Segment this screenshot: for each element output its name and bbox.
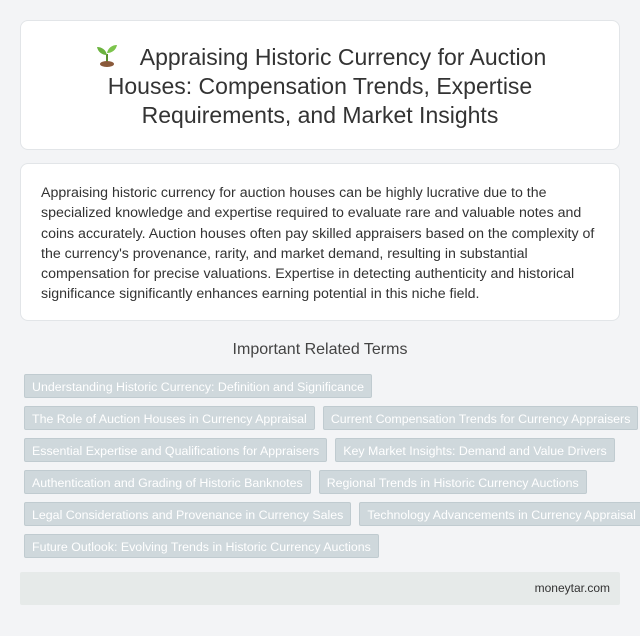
related-term-tag[interactable]: Legal Considerations and Provenance in Currency Sales [24, 502, 351, 526]
related-terms-list [24, 374, 636, 566]
related-term-tag[interactable]: Technology Advancements in Currency Appraisal [359, 502, 640, 526]
related-term-tag[interactable]: Authentication and Grading of Historic Banknotes [24, 470, 311, 494]
description-text: Appraising historic currency for auction houses can be highly lucrative due to the specialized knowledge and expertise required to evaluate rare and valuable notes and coins accurately. Auction houses often pay skilled appraisers based on the complexity of the currency's provenance, rarity, and market demand, resulting in substantial compensation for precise valuations. Expertise in detecting authenticity and historical significance significantly enhances earning potential in this niche field. [41, 185, 595, 303]
sprout-icon [94, 43, 120, 67]
page-title [51, 43, 589, 130]
footer-site-link[interactable]: moneytar.com [534, 581, 610, 595]
footer [20, 572, 620, 605]
related-term-tag[interactable]: Understanding Historic Currency: Definition and Significance [24, 374, 372, 398]
related-term-tag[interactable]: The Role of Auction Houses in Currency Appraisal [24, 406, 315, 430]
page-title-text: Appraising Historic Currency for Auction Houses: Compensation Trends, Expertise Requirements, and Market Insights [107, 44, 547, 128]
related-term-tag[interactable]: Regional Trends in Historic Currency Auctions [319, 470, 587, 494]
description-card [20, 163, 620, 321]
related-term-tag[interactable]: Current Compensation Trends for Currency Appraisers [323, 406, 639, 430]
title-card [20, 20, 620, 150]
related-term-tag[interactable]: Future Outlook: Evolving Trends in Historic Currency Auctions [24, 534, 379, 558]
related-term-tag[interactable]: Essential Expertise and Qualifications for Appraisers [24, 438, 327, 462]
related-term-tag[interactable]: Key Market Insights: Demand and Value Drivers [335, 438, 615, 462]
related-terms-heading: Important Related Terms [232, 341, 408, 358]
